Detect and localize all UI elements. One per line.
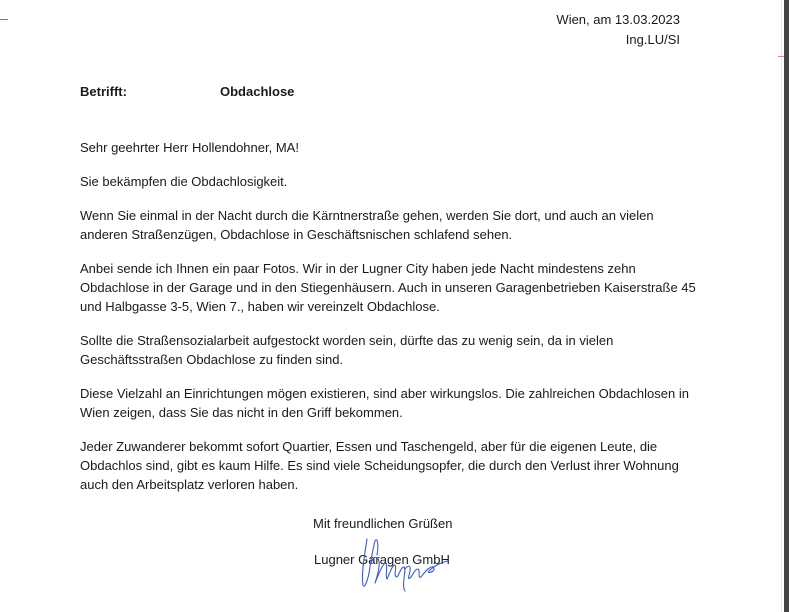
date-line: Wien, am 13.03.2023 [556,12,680,27]
subject-value: Obdachlose [220,84,295,99]
page-edge-line [781,0,782,612]
margin-mark [0,19,8,20]
paragraph: Jeder Zuwanderer bekommt sofort Quartier, Essen und Taschengeld, aber für die eigenen Leute, die Obdachlos sind, gibt es kaum Hilfe. Es sind viele Scheidungsopfer, die durch den Verlust ihrer Wohnung auch den Arbeitsplatz verloren haben. [80,439,679,492]
viewer-edge-bar [784,0,789,612]
paragraph: Anbei sende ich Ihnen ein paar Fotos. Wir in der Lugner City haben jede Nacht mindestens zehn Obdachlose in der Garage und in den Stiegenhäusern. Auch in unseren Garagenbetrieben Kaiserstraße 45 und Halbgasse 3-5, Wien 7., haben wir vereinzelt Obdachlose. [80,261,696,314]
closing-greeting: Mit freundlichen Grüßen [313,516,453,531]
letter-header [556,10,680,50]
subject-line [80,84,294,99]
signature-icon [355,533,455,593]
paragraph: Sollte die Straßensozialarbeit aufgestockt worden sein, dürfte das zu wenig sein, da in vielen Geschäftsstraßen Obdachlose zu finden sind. [80,333,614,367]
paragraph: Wenn Sie einmal in der Nacht durch die Kärntnerstraße gehen, werden Sie dort, und auch an vielen anderen Straßenzügen, Obdachlose in Geschäftsnischen schlafend sehen. [80,208,654,242]
paragraph: Diese Vielzahl an Einrichtungen mögen existieren, sind aber wirkungslos. Die zahlreichen Obdachlosen in Wien zeigen, dass Sie das nicht in den Griff bekommen. [80,386,689,420]
paragraph: Sie bekämpfen die Obdachlosigkeit. [80,174,288,189]
company-name: Lugner Garagen GmbH [314,552,450,567]
letter-body [80,138,700,509]
salutation: Sehr geehrter Herr Hollendohner, MA! [80,140,299,155]
reference-code: Ing.LU/SI [625,32,680,47]
subject-label: Betrifft: [80,84,127,99]
